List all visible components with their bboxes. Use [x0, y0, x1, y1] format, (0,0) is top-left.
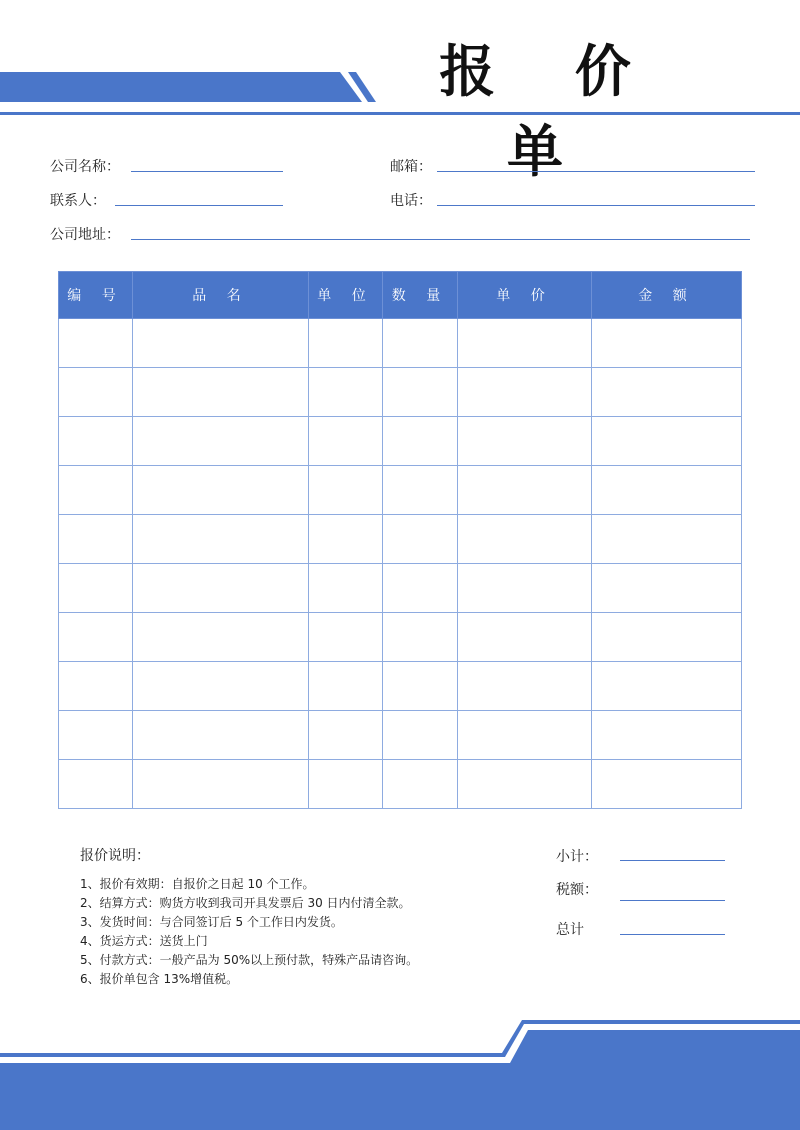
- table-cell[interactable]: [309, 564, 383, 613]
- table-cell[interactable]: [458, 319, 592, 368]
- table-cell[interactable]: [383, 515, 458, 564]
- tax-input-line[interactable]: [620, 900, 725, 901]
- tax-label: 税额：: [556, 882, 598, 898]
- table-cell[interactable]: [592, 711, 742, 760]
- table-cell[interactable]: [309, 466, 383, 515]
- table-cell[interactable]: [309, 319, 383, 368]
- note-item: 6、报价单包含 13%增值税。: [80, 972, 239, 986]
- table-cell[interactable]: [383, 417, 458, 466]
- table-cell[interactable]: [458, 368, 592, 417]
- subtotal-label: 小计：: [556, 849, 598, 865]
- note-item: 5、付款方式：一般产品为 50%以上预付款，特殊产品请咨询。: [80, 953, 419, 967]
- table-cell[interactable]: [309, 417, 383, 466]
- notes-title: 报价说明：: [80, 848, 150, 864]
- contact-label: 联系人：: [50, 193, 106, 209]
- table-cell[interactable]: [458, 711, 592, 760]
- table-cell[interactable]: [59, 564, 133, 613]
- table-cell[interactable]: [458, 564, 592, 613]
- header-product-name: 品 名: [133, 272, 309, 319]
- table-cell[interactable]: [592, 613, 742, 662]
- table-cell[interactable]: [592, 417, 742, 466]
- table-row: [59, 711, 742, 760]
- table-cell[interactable]: [458, 515, 592, 564]
- header-unit-price: 单 价: [458, 272, 592, 319]
- company-name-label: 公司名称：: [50, 159, 120, 175]
- table-cell[interactable]: [383, 319, 458, 368]
- footer-band: [0, 1010, 800, 1130]
- table-cell[interactable]: [133, 368, 309, 417]
- table-row: [59, 319, 742, 368]
- table-cell[interactable]: [133, 564, 309, 613]
- table-cell[interactable]: [309, 662, 383, 711]
- table-cell[interactable]: [383, 613, 458, 662]
- table-cell[interactable]: [59, 711, 133, 760]
- note-item: 4、货运方式：送货上门: [80, 934, 208, 948]
- address-input-line[interactable]: [131, 239, 750, 240]
- table-cell[interactable]: [133, 466, 309, 515]
- table-cell[interactable]: [458, 760, 592, 809]
- company-name-input-line[interactable]: [131, 171, 283, 172]
- table-cell[interactable]: [309, 711, 383, 760]
- table-cell[interactable]: [383, 760, 458, 809]
- table-cell[interactable]: [59, 368, 133, 417]
- table-cell[interactable]: [458, 417, 592, 466]
- page-title: 报 价 单: [439, 40, 661, 185]
- table-cell[interactable]: [133, 662, 309, 711]
- table-cell[interactable]: [309, 515, 383, 564]
- table-cell[interactable]: [383, 564, 458, 613]
- phone-label: 电话：: [390, 193, 432, 209]
- table-cell[interactable]: [592, 368, 742, 417]
- table-cell[interactable]: [592, 466, 742, 515]
- table-cell[interactable]: [133, 319, 309, 368]
- table-cell[interactable]: [59, 466, 133, 515]
- table-cell[interactable]: [592, 515, 742, 564]
- table-cell[interactable]: [309, 760, 383, 809]
- table-cell[interactable]: [383, 466, 458, 515]
- table-row: [59, 613, 742, 662]
- header-amount: 金 额: [592, 272, 742, 319]
- contact-input-line[interactable]: [115, 205, 283, 206]
- table-cell[interactable]: [458, 466, 592, 515]
- table-row: [59, 466, 742, 515]
- table-cell[interactable]: [592, 662, 742, 711]
- total-input-line[interactable]: [620, 934, 725, 935]
- header-number: 编 号: [59, 272, 133, 319]
- table-cell[interactable]: [592, 564, 742, 613]
- note-item: 1、报价有效期：自报价之日起 10 个工作。: [80, 877, 315, 891]
- subtotal-input-line[interactable]: [620, 860, 725, 861]
- table-cell[interactable]: [59, 760, 133, 809]
- table-row: [59, 515, 742, 564]
- total-label: 总计: [556, 922, 584, 938]
- table-cell[interactable]: [383, 711, 458, 760]
- table-cell[interactable]: [383, 368, 458, 417]
- table-row: [59, 564, 742, 613]
- table-cell[interactable]: [133, 760, 309, 809]
- header-unit: 单 位: [309, 272, 383, 319]
- table-row: [59, 662, 742, 711]
- quote-table: [58, 271, 742, 809]
- table-cell[interactable]: [133, 711, 309, 760]
- table-row: [59, 368, 742, 417]
- table-cell[interactable]: [309, 368, 383, 417]
- table-cell[interactable]: [59, 613, 133, 662]
- table-cell[interactable]: [59, 417, 133, 466]
- table-row: [59, 417, 742, 466]
- table-cell[interactable]: [309, 613, 383, 662]
- table-cell[interactable]: [133, 417, 309, 466]
- email-input-line[interactable]: [437, 171, 755, 172]
- phone-input-line[interactable]: [437, 205, 755, 206]
- table-cell[interactable]: [59, 515, 133, 564]
- email-label: 邮箱：: [390, 159, 432, 175]
- table-cell[interactable]: [458, 662, 592, 711]
- table-cell[interactable]: [133, 613, 309, 662]
- table-row: [59, 760, 742, 809]
- footer-band-fill: [0, 1030, 800, 1130]
- table-cell[interactable]: [592, 760, 742, 809]
- table-cell[interactable]: [59, 319, 133, 368]
- address-label: 公司地址：: [50, 227, 120, 243]
- quote-table-header: [59, 272, 742, 319]
- table-cell[interactable]: [383, 662, 458, 711]
- table-cell[interactable]: [592, 319, 742, 368]
- table-cell[interactable]: [59, 662, 133, 711]
- note-item: 3、发货时间：与合同签订后 5 个工作日内发货。: [80, 915, 343, 929]
- note-item: 2、结算方式：购货方收到我司开具发票后 30 日内付清全款。: [80, 896, 411, 910]
- header-quantity: 数 量: [383, 272, 458, 319]
- table-cell[interactable]: [133, 515, 309, 564]
- header-band-fill: [0, 72, 362, 102]
- quote-table-body: [59, 319, 742, 809]
- table-cell[interactable]: [458, 613, 592, 662]
